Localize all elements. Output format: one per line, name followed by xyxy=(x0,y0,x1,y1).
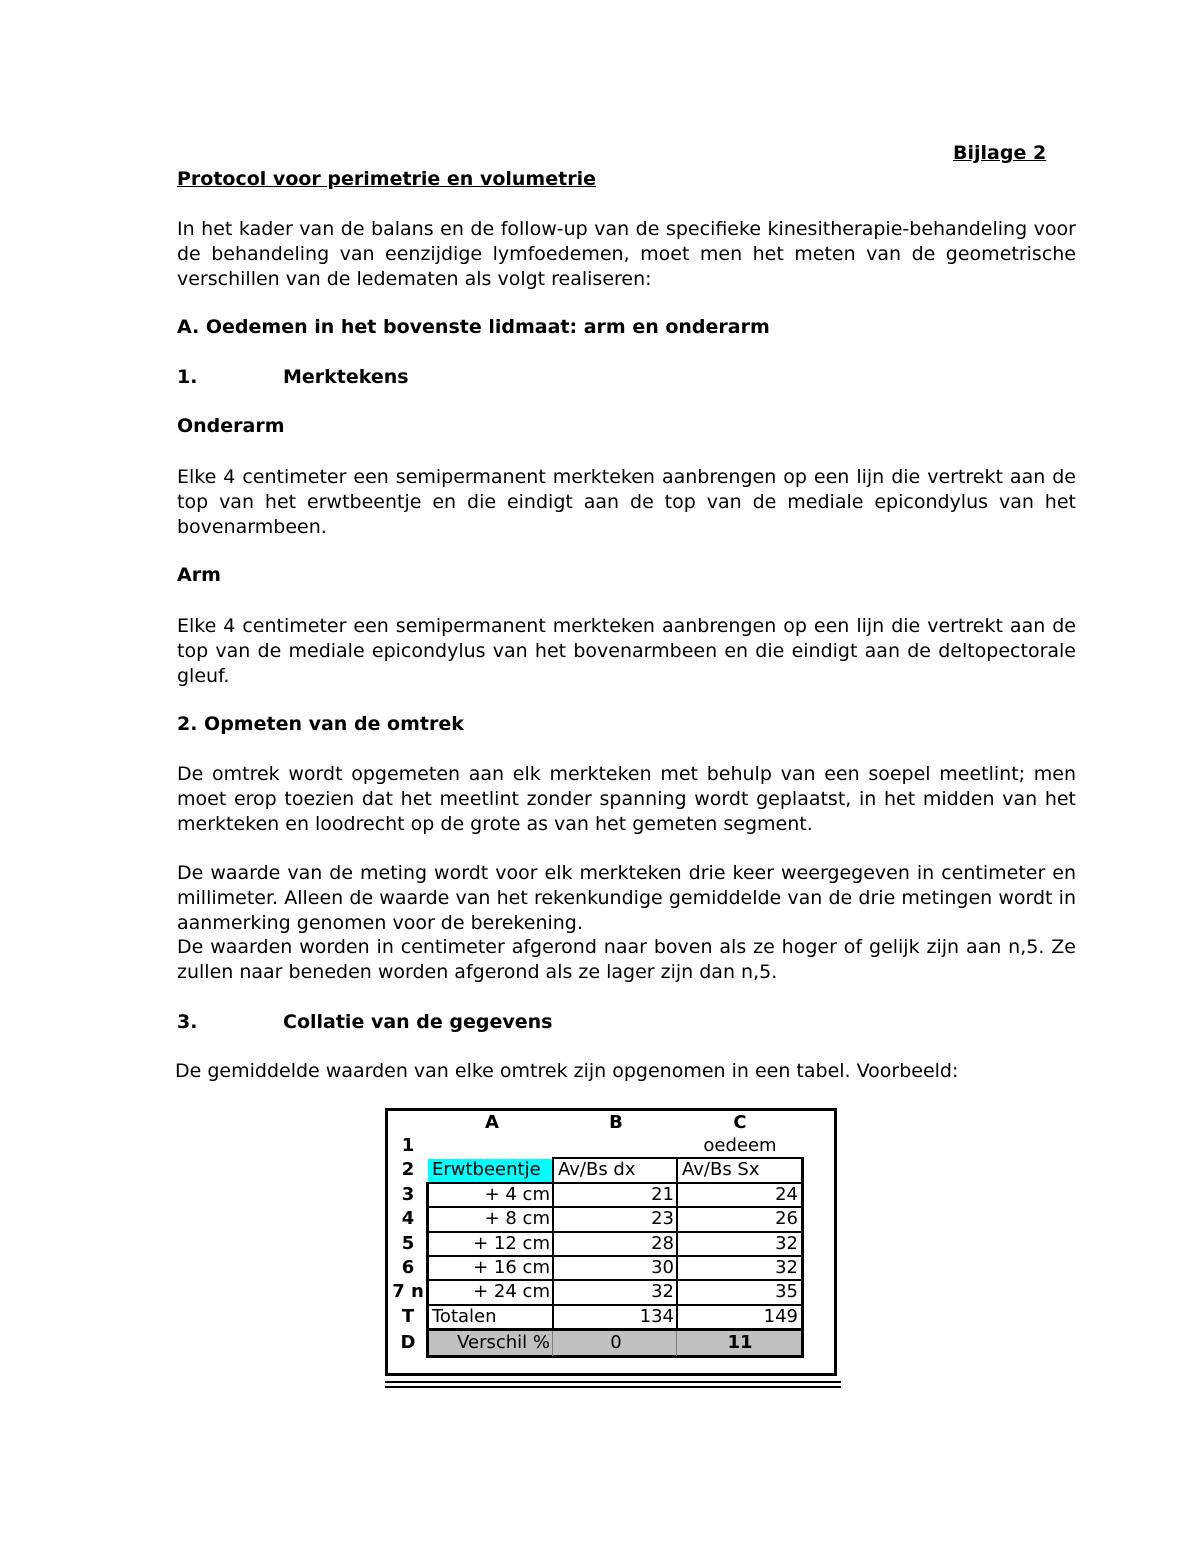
section-2-paragraph-2 xyxy=(177,861,1076,985)
onderarm-heading: Onderarm xyxy=(177,415,285,437)
row-header: 7 n xyxy=(392,1281,424,1302)
grid-line xyxy=(676,1157,678,1329)
column-header: C xyxy=(733,1112,747,1133)
table-cell: 26 xyxy=(775,1208,798,1229)
section-2-paragraph-1 xyxy=(177,762,1076,836)
column-header: A xyxy=(485,1112,499,1133)
grid-line xyxy=(676,1331,677,1356)
grid-line xyxy=(553,1157,803,1159)
paragraph-line: aanmerking genomen voor de berekening. xyxy=(177,911,583,934)
grid-line xyxy=(426,1182,429,1358)
table-cell: 28 xyxy=(651,1233,674,1254)
annex-label: Bijlage 2 xyxy=(953,142,1047,164)
totals-value-b: 134 xyxy=(639,1306,674,1327)
grid-line xyxy=(428,1255,803,1257)
totals-value-c: 149 xyxy=(763,1306,798,1327)
grid-line xyxy=(428,1206,803,1208)
grid-line xyxy=(426,1355,804,1358)
section-a-heading: A. Oedemen in het bovenste lidmaat: arm en onderarm xyxy=(177,316,770,338)
row-header: 1 xyxy=(401,1135,415,1156)
onderarm-paragraph xyxy=(177,465,1076,539)
section-1-title: Merktekens xyxy=(283,366,409,388)
paragraph-line: Elke 4 centimeter een semipermanent merkteken aanbrengen op een lijn die vertrekt aan de xyxy=(177,466,1076,488)
table-cell: 32 xyxy=(775,1233,798,1254)
table-cell: + 4 cm xyxy=(484,1184,550,1205)
table-cell: 23 xyxy=(651,1208,674,1229)
paragraph-line: merkteken en loodrecht op de grote as van het gemeten segment. xyxy=(177,812,813,835)
oedeem-label: oedeem xyxy=(703,1135,777,1156)
paragraph-line: De omtrek wordt opgemeten aan elk merkteken met behulp van een soepel meetlint; men xyxy=(177,763,1076,785)
table-cell: 21 xyxy=(651,1184,674,1205)
paragraph-line: zullen naar beneden worden afgerond als ze lager zijn dan n,5. xyxy=(177,961,778,984)
table-cell: + 24 cm xyxy=(473,1281,550,1302)
column-header: B xyxy=(609,1112,623,1133)
row-header: 5 xyxy=(401,1233,415,1254)
section-3-title: Collatie van de gegevens xyxy=(283,1011,553,1033)
grid-line xyxy=(552,1331,553,1356)
grid-line xyxy=(426,1328,804,1331)
intro-line: de behandeling van eenzijdige lymfoedemen, moet men het meten van de geometrische xyxy=(177,242,1076,265)
section-3-number: 3. xyxy=(177,1011,198,1033)
table-cell: + 8 cm xyxy=(484,1208,550,1229)
row-header: D xyxy=(400,1332,416,1353)
arm-heading: Arm xyxy=(177,564,221,586)
paragraph-line: gleuf. xyxy=(177,664,230,687)
totals-label: Totalen xyxy=(432,1306,497,1327)
paragraph-line: De waarden worden in centimeter afgerond naar boven als ze hoger of gelijk zijn aan n,5. Ze xyxy=(177,936,1076,959)
paragraph-line: Elke 4 centimeter een semipermanent merkteken aanbrengen op een lijn die vertrekt aan de xyxy=(177,615,1076,637)
paragraph-line: millimeter. Alleen de waarde van het rekenkundige gemiddelde van de drie metingen wordt in xyxy=(177,886,1076,909)
header-cell-b: Av/Bs dx xyxy=(558,1159,636,1180)
intro-paragraph xyxy=(177,217,1076,291)
row-header: 2 xyxy=(401,1159,415,1180)
table-cell: + 12 cm xyxy=(473,1233,550,1254)
table-cell: 30 xyxy=(651,1257,674,1278)
grid-line xyxy=(428,1231,803,1233)
paragraph-line: moet erop toezien dat het meetlint zonder spanning wordt geplaatst, in het midden van het xyxy=(177,787,1076,810)
grid-line xyxy=(552,1157,554,1329)
header-cell-c: Av/Bs Sx xyxy=(682,1159,760,1180)
erwtbeentje-cell: Erwtbeentje xyxy=(428,1159,554,1183)
row-header: 4 xyxy=(401,1208,415,1229)
row-header: T xyxy=(401,1306,415,1327)
paragraph-line: top van het erwtbeentje en die eindigt aan de top van de mediale epicondylus van het xyxy=(177,490,1076,513)
paragraph-line: top van de mediale epicondylus van het bovenarmbeen en die eindigt aan de deltopectorale xyxy=(177,639,1076,662)
grid-line xyxy=(428,1304,803,1306)
arm-paragraph xyxy=(177,614,1076,688)
paragraph-line: De waarde van de meting wordt voor elk merkteken drie keer weergegeven in centimeter en xyxy=(177,862,1076,884)
document-title: Protocol voor perimetrie en volumetrie xyxy=(177,168,596,190)
grid-line xyxy=(428,1279,803,1281)
section-1-number: 1. xyxy=(177,366,198,388)
table-cell: 35 xyxy=(775,1281,798,1302)
double-rule xyxy=(385,1381,841,1383)
section-2-title: 2. Opmeten van de omtrek xyxy=(177,713,464,735)
table-cell: 32 xyxy=(651,1281,674,1302)
double-rule xyxy=(385,1386,841,1388)
diff-label: Verschil % xyxy=(457,1332,550,1353)
grid-line xyxy=(801,1157,804,1358)
grid-line xyxy=(428,1182,803,1184)
diff-value-c: 11 xyxy=(727,1332,753,1353)
table-cell: 24 xyxy=(775,1184,798,1205)
table-cell: 32 xyxy=(775,1257,798,1278)
section-3-intro: De gemiddelde waarden van elke omtrek zijn opgenomen in een tabel. Voorbeeld: xyxy=(175,1060,959,1082)
row-header: 3 xyxy=(401,1184,415,1205)
table-cell: + 16 cm xyxy=(473,1257,550,1278)
diff-value-b: 0 xyxy=(610,1332,622,1353)
intro-line: verschillen van de ledematen als volgt realiseren: xyxy=(177,267,652,290)
intro-line: In het kader van de balans en de follow-up van de specifieke kinesitherapie-behandeling voor xyxy=(177,218,1076,240)
paragraph-line: bovenarmbeen. xyxy=(177,515,327,538)
row-header: 6 xyxy=(401,1257,415,1278)
